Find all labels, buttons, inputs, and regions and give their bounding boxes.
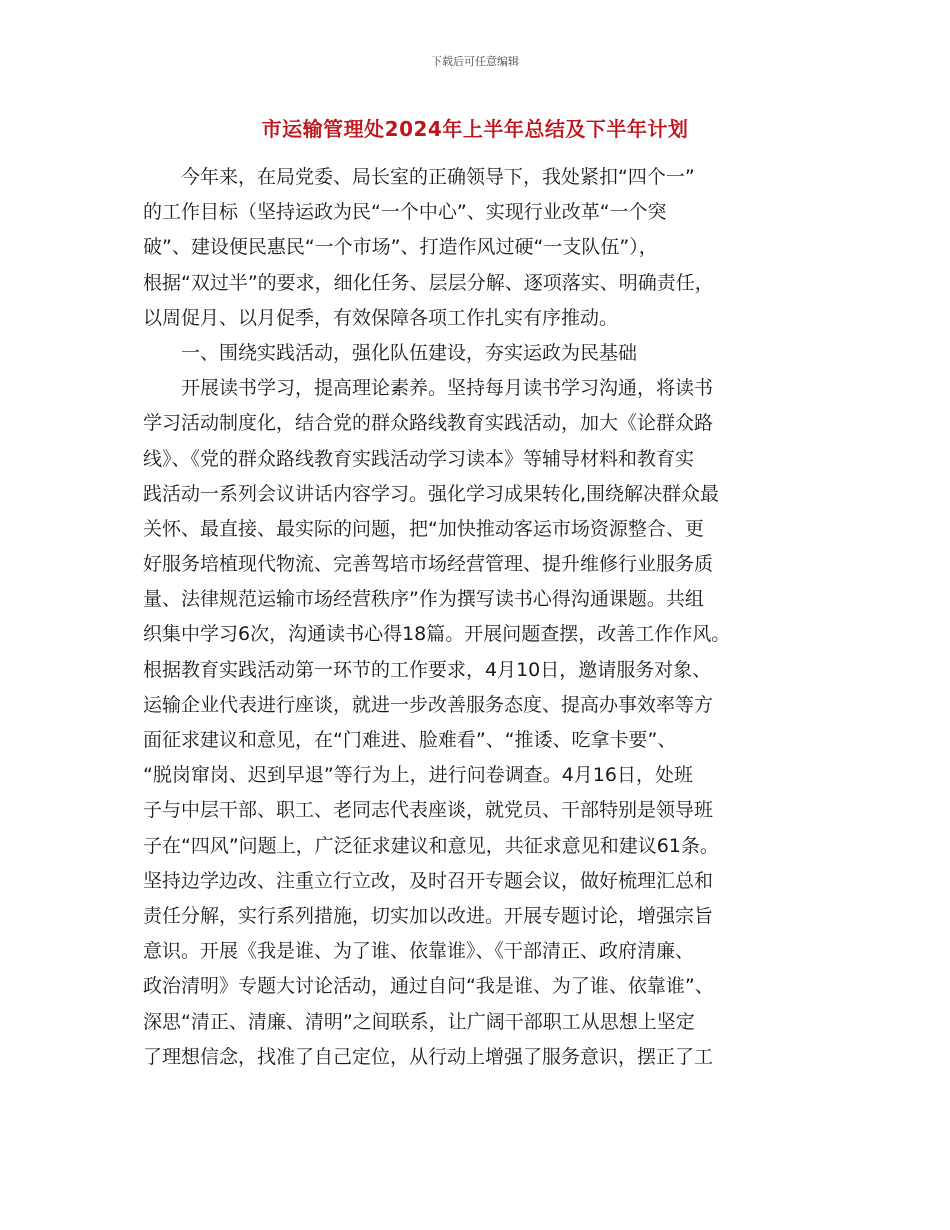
body-line: 开展读书学习，提高理论素养。坚持每月读书学习沟通，将读书	[181, 377, 714, 400]
body-line: 意识。开展《我是谁、为了谁、依靠谁》、《干部清正、政府清廉、	[143, 940, 695, 963]
body-line: 量、法律规范运输市场经营秩序”作为撰写读书心得沟通课题。共组	[143, 588, 704, 611]
body-line: “脱岗窜岗、迟到早退”等行为上，进行问卷调查。4月16日，处班	[143, 764, 693, 787]
body-line: 面征求建议和意见，在“门难进、脸难看”、“推诿、吃拿卡要”、	[143, 729, 677, 751]
body-line: 政治清明》专题大讨论活动，通过自问“我是谁、为了谁、依靠谁”、	[143, 975, 714, 998]
document-title: 市运输管理处2024年上半年总结及下半年计划	[261, 117, 689, 141]
body-line: 今年来，在局党委、局长室的正确领导下，我处紧扣“四个一”	[181, 166, 695, 188]
body-line: 子在“四风”问题上，广泛征求建议和意见，共征求意见和建议61条。	[143, 834, 719, 857]
body-line: 线》、《党的群众路线教育实践活动学习读本》等辅导材料和教育实	[143, 447, 695, 470]
body-line: 好服务培植现代物流、完善驾培市场经营管理、提升维修行业服务质	[143, 553, 714, 576]
body-line: 子与中层干部、职工、老同志代表座谈，就党员、干部特别是领导班	[143, 799, 714, 822]
body-line: 践活动一系列会议讲话内容学习。强化学习成果转化,围绕解决群众最	[143, 482, 720, 505]
header-note: 下载后可任意编辑	[431, 55, 519, 68]
body-line: 根据“双过半”的要求，细化任务、层层分解、逐项落实、明确责任，	[143, 271, 714, 294]
body-line: 以周促月、以月促季，有效保障各项工作扎实有序推动。	[143, 306, 619, 329]
body-line: 根据教育实践活动第一环节的工作要求，4月10日，邀请服务对象、	[143, 658, 712, 681]
body-line: 责任分解，实行系列措施，切实加以改进。开展专题讨论，增强宗旨	[143, 904, 714, 927]
body-line: 的工作目标（坚持运政为民“一个中心”、实现行业改革“一个突	[143, 201, 667, 224]
body-line: 织集中学习6次，沟通读书心得18篇。开展问题查摆，改善工作作风。	[143, 623, 731, 646]
body-line: 学习活动制度化，结合党的群众路线教育实践活动，加大《论群众路	[143, 412, 714, 435]
body-line: 深思“清正、清廉、清明”之间联系，让广阔干部职工从思想上坚定	[143, 1010, 695, 1033]
body-line: 运输企业代表进行座谈，就进一步改善服务态度、提高办事效率等方	[143, 693, 714, 716]
body-line: 破”、建设便民惠民“一个市场”、打造作风过硬“一支队伍”），	[143, 236, 658, 259]
body-line: 关怀、最直接、最实际的问题，把“加快推动客运市场资源整合、更	[143, 517, 704, 540]
document-body	[143, 160, 813, 1075]
body-line: 坚持边学边改、注重立行立改，及时召开专题会议，做好梳理汇总和	[143, 869, 714, 892]
body-line: 了理想信念，找准了自己定位，从行动上增强了服务意识，摆正了工	[143, 1045, 714, 1068]
section-heading: 一、围绕实践活动，强化队伍建设，夯实运政为民基础	[181, 341, 638, 364]
